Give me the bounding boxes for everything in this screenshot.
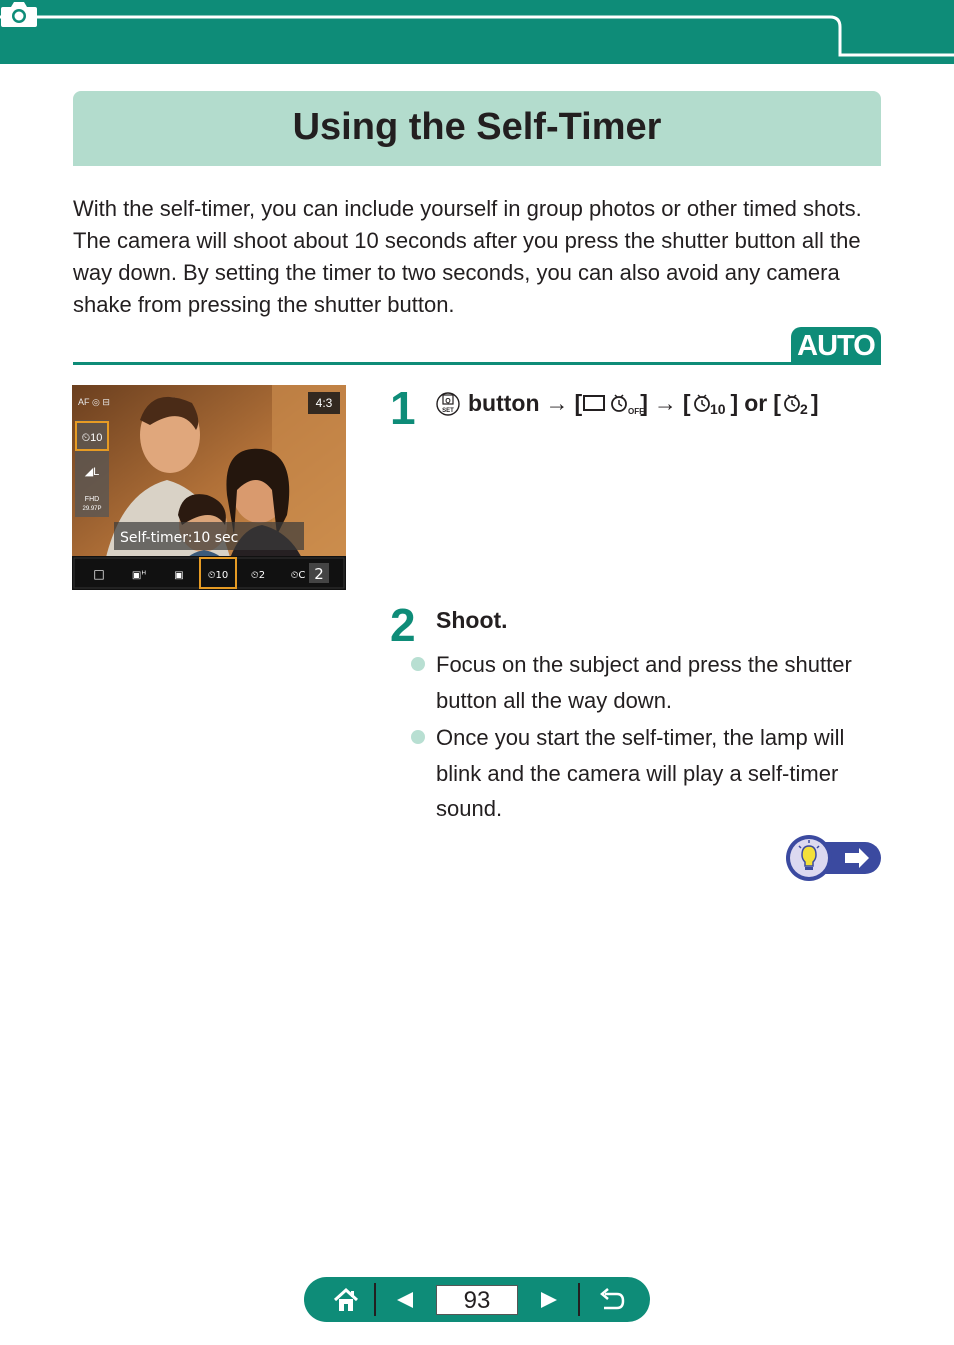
bracket: [: [682, 390, 691, 416]
svg-text:SET: SET: [442, 407, 454, 414]
step-1-instruction: [436, 390, 819, 417]
af-indicator: AF ◎ ⊟: [78, 397, 110, 407]
title-banner: [73, 91, 881, 166]
page-title: Using the Self-Timer: [292, 106, 662, 148]
bullet-dot: [411, 730, 425, 744]
header-tab-shape: [0, 0, 954, 64]
drive-timer-10: ⏲10: [207, 570, 229, 581]
svg-text:⏲10: ⏲10: [81, 432, 103, 444]
drive-timer-custom: ⏲C: [290, 570, 306, 581]
camera-icon[interactable]: [0, 0, 38, 28]
bracket: ]: [640, 390, 648, 416]
auto-mode-badge: AUTO: [791, 327, 881, 365]
back-button[interactable]: [586, 1277, 638, 1322]
step-1-number: 1: [390, 382, 416, 434]
step-2-bullets: [410, 647, 860, 829]
bracket: ]: [730, 390, 739, 416]
tips-link-button[interactable]: [785, 834, 881, 882]
bracket: ]: [810, 390, 819, 416]
bullet-dot: [411, 657, 425, 671]
step-2-title: Shoot.: [436, 607, 508, 633]
self-timer-caption: Self-timer:10 sec: [120, 530, 239, 546]
home-icon: [332, 1287, 360, 1313]
arrow: →: [545, 390, 569, 416]
step-2-number: 2: [390, 599, 416, 651]
custom-shots-count: 2: [314, 565, 324, 583]
or-word: or: [744, 390, 768, 416]
svg-text:Q: Q: [445, 397, 451, 405]
drive-timer-2: ⏲2: [250, 570, 266, 581]
bracket: [: [773, 390, 781, 416]
intro-paragraph: With the self-timer, you can include yourself in group photos or other timed shots. The camera will shoot about 10 seconds after you press the shutter button all the way down. By setting the timer to two seconds, you can also avoid any camera shake from pressing the shutter button.: [73, 196, 862, 317]
q-set-button-icon: [436, 391, 460, 417]
next-page-button[interactable]: [524, 1277, 574, 1322]
bullet-text: Once you start the self-timer, the lamp will blink and the camera will play a self-timer sound.: [436, 725, 845, 821]
home-button[interactable]: [320, 1277, 372, 1322]
drive-continuous: ▣: [174, 570, 184, 581]
arrow: →: [653, 390, 677, 416]
family-photo: [72, 385, 346, 590]
drive-single: □: [93, 567, 105, 581]
bullet-text: Focus on the subject and press the shutter button all the way down.: [436, 652, 852, 713]
drive-self-timer-off-icon: [582, 391, 645, 417]
list-item: [410, 647, 860, 718]
top-header-bar: [0, 0, 954, 64]
svg-text:FHD: FHD: [84, 496, 100, 503]
button-word: button: [468, 390, 540, 416]
triangle-right-icon: [539, 1291, 559, 1309]
nav-separator: [374, 1283, 376, 1316]
list-item: [410, 720, 860, 827]
section-divider: [73, 362, 881, 365]
svg-text:◢L: ◢L: [84, 466, 100, 478]
camera-screen-illustration: [72, 385, 346, 590]
two-label: 2: [799, 400, 808, 417]
drive-continuous-high: ▣ᴴ: [131, 570, 147, 581]
ten-label: 10: [709, 400, 726, 417]
bottom-navigation: [304, 1277, 650, 1322]
self-timer-10-icon: [691, 391, 731, 417]
off-label: OFF: [628, 406, 645, 416]
previous-page-button[interactable]: [380, 1277, 430, 1322]
svg-text:29.97P: 29.97P: [82, 506, 102, 512]
page-number[interactable]: 93: [436, 1285, 518, 1315]
nav-separator: [578, 1283, 580, 1316]
self-timer-2-icon: [781, 391, 811, 417]
return-icon: [598, 1288, 626, 1312]
bracket: [: [574, 390, 583, 416]
aspect-ratio-label: 4:3: [315, 396, 333, 410]
triangle-left-icon: [395, 1291, 415, 1309]
